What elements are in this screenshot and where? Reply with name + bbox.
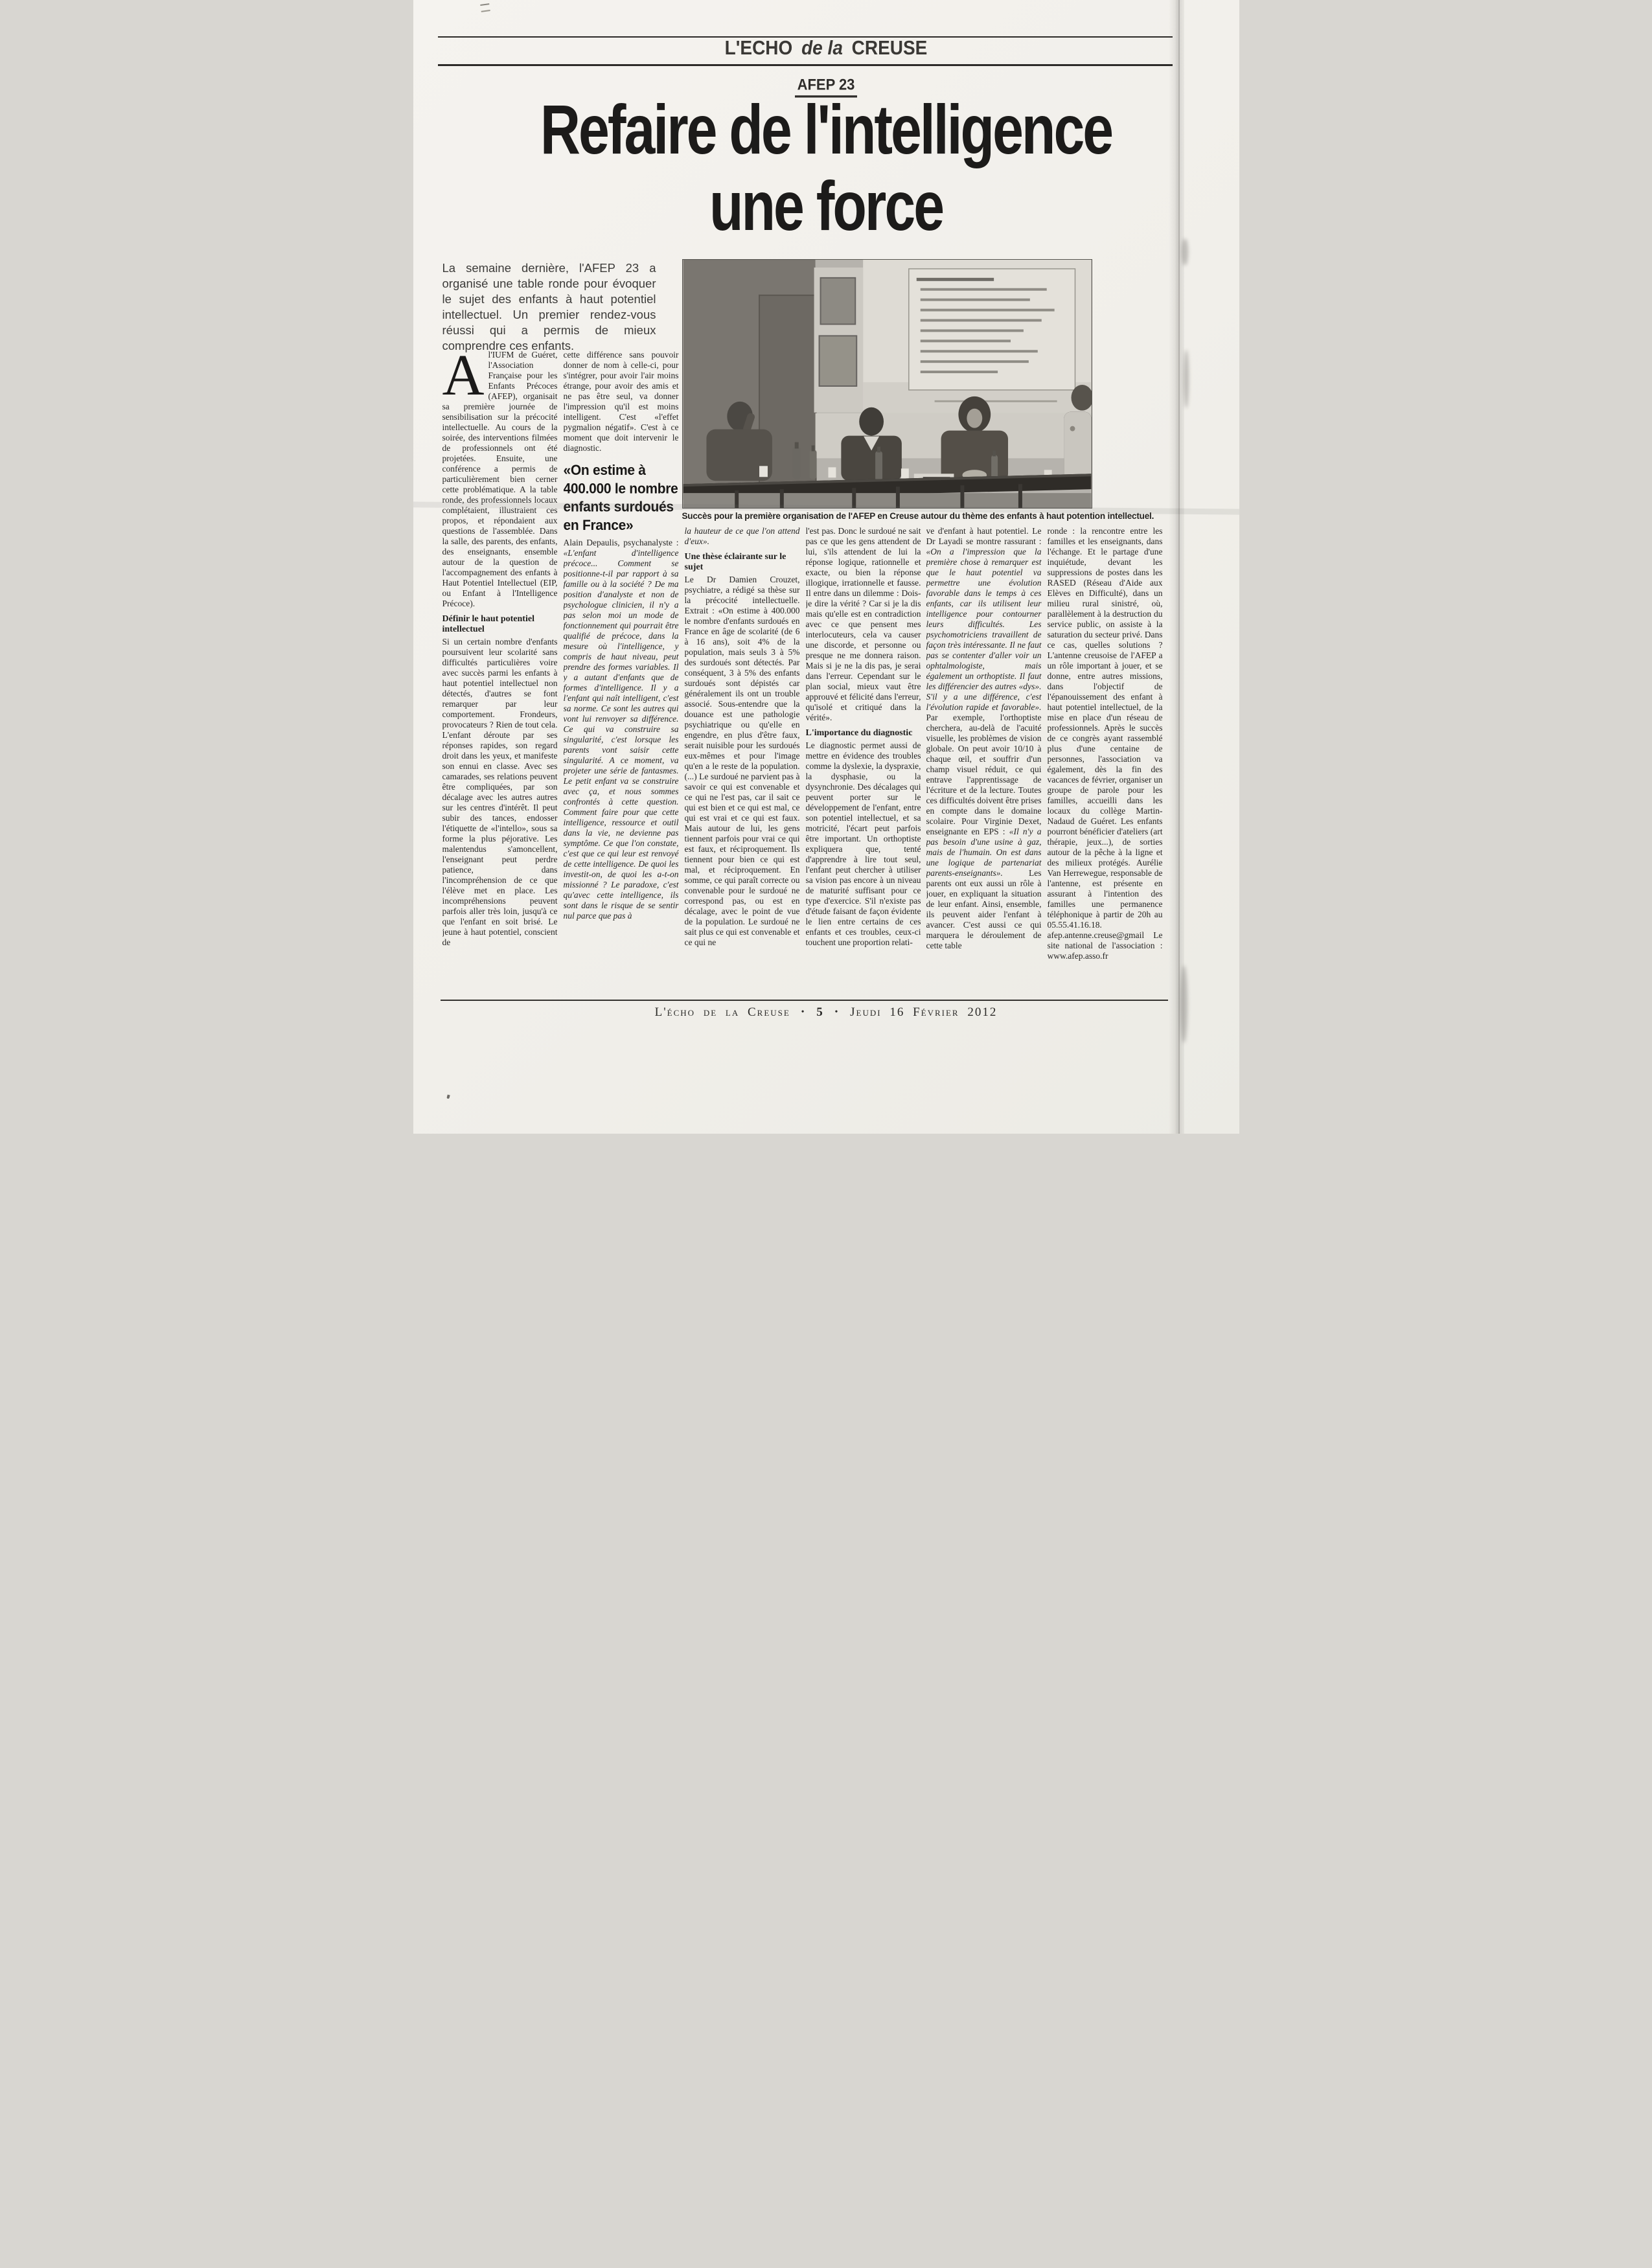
col4-paragraph-2: Le diagnostic permet aussi de mettre en évidence des troubles comme la dyslexie, la dyspraxie, la dysphasie, ou la dysynchronie. Des décalages qui peuvent porter sur le développement de l'enfant, entre son potentiel intellectuel, et sa motricité, l'écart peut parfois être important. Un orthoptiste expliquera que, tenté d'apprendre à lire tout seul, l'enfant peut chercher à utiliser sa vision pas encore à un niveau de maturité suffisant pour ce type d'exercice. S'il n'existe pas d'étude faisant de façon évidente le lien entre certains de ces enfants et ces troubles, ceux-ci touchent une proportion relati- [805,740,921,947]
col1-paragraph-1 [442,350,558,609]
col4-subhead: L'importance du diagnostic [805,728,913,738]
col5-segment-5: Les parents ont eux aussi un rôle à jouer, en expliquant la situation de leur enfant. Ainsi, ensemble, ils peuvent aider l'enfant à avancer. C'est aussi ce qui marquera le déroulement de cette table [926,868,1042,950]
col5-paragraph-1 [926,526,1042,951]
col4-paragraph-1: l'est pas. Donc le surdoué ne sait pas ce que les gens attendent de lui, s'ils attendent de lui la réponse logique, rationnelle et exacte, ou bien la réponse illogique, irrationnelle et fausse. Il entre dans un dilemme : Dois-je dire la vérité ? Car si je la dis mais qu'elle est en contradiction avec ce que pensent mes interlocuteurs, cela va causer une discorde, et personne ou presque ne me donnera raison. Mais si je ne la dis pas, je serai dans l'erreur. Cependant sur le plan social, mieux vaut être approuvé et félicité dans l'erreur, qu'isolé et critiqué dans la vérité». [805,526,921,722]
dust-mark [446,1095,450,1099]
col5-segment-3: Par exemple, l'orthoptiste cherchera, au-delà de l'acuité visuelle, les problèmes de vision globale. On peut avoir 10/10 à chaque œil, et souffrir d'un champ visuel réduit, ce qui entrave l'apprentissage de l'écriture et de la lecture. Toutes ces difficultés doivent être prises en compte dans le domaine scolaire. Pour Virginie Dexet, enseignante en EPS : [926,713,1042,836]
col2-paragraph-1: cette différence sans pouvoir donner de nom à celle-ci, pour s'intégrer, pour avoir l'air moins étrange, pour avoir des amis et ne pas être seul, va donner l'impression qu'il est moins intelligent. C'est «l'effet pygmalion négatif». C'est à ce moment que doit intervenir le diagnostic. [563,350,679,453]
col1-subhead: Définir le haut potentiel intellectuel [442,614,534,634]
headline-line-2: une force [709,167,943,246]
masthead-right: CREUSE [851,36,928,59]
photo-table-ronde [682,259,1092,509]
col3-paragraph-1: Le Dr Damien Crouzet, psychiatre, a rédigé sa thèse sur la précocité intellectuelle. Extrait : «On estime à 400.000 le nombre d'enfants surdoués en France en âge de scolarité (de 6 à 16 ans), soit 4% de la population, mais seuls 3 à 5% des surdoués sont détectés. Par conséquent, 3 à 5% des enfants surdoués sont dépistés car généralement ils ont un trouble associé. Sous-entendre que la douance est une pathologie psychiatrique ou qu'elle en engendre, en plus d'être faux, serait nuisible pour les surdoués eux-mêmes et pour l'image qu'en a le reste de la population. (...) Le surdoué ne parvient pas à savoir ce qui est convenable et ce qui ne l'est pas, car il sait ce qui est bien et ce qui est mal, ce qui est vrai et ce qui est faux. Mais autour de lui, les gens tiennent parfois pour vrai ce qui est faux, et réciproquement. Ils tiennent pour bien ce qui est mal, et réciproquement. En somme, ce qui paraît correcte ou convenable pour le surdoué ne correspond pas, ou est en décalage, avec le point de vue de la population. Le surdoué ne sait plus ce qui est convenable et ce qui ne [684,575,800,947]
col5-segment-1: ve d'enfant à haut potentiel. Le Dr Layadi se montre rassurant : [926,526,1042,546]
masthead-mid: de la [801,36,843,59]
col2-quote-attribution: Alain Depaulis, psychanalyste : [563,538,679,547]
scan-smudge [1180,965,1187,1043]
staple-mark [480,3,490,12]
column-2 [564,350,679,992]
footer-rule [441,1000,1168,1001]
col3-quote-end: la hauteur de ce que l'on attend d'eux». [684,526,800,546]
col5-quote-dexet: «Il n'y a pas besoin d'une usine à gaz, mais de l'humain. On est dans une logique de partenariat parents-enseignants». [926,827,1042,878]
pull-quote: «On estime à 400.000 le nombre enfants surdoués en France» [563,463,678,534]
kicker-label: AFEP 23 [795,75,858,97]
footer [413,1005,1239,1020]
column-6 [1048,526,1163,992]
photo-illustration [683,260,1092,508]
newspaper-scan-page [413,0,1239,1134]
col6-paragraph-1: ronde : la rencontre entre les familles et les enseignants, dans l'échange. Et le partage d'une inquiétude, devant les suppressions de postes dans les RASED (Réseau d'Aide aux Elèves en Difficulté), dans un milieu rural sinistré, où, parallèlement à la destruction du service public, on assiste à la saturation du secteur privé. Dans ce cas, quelles solutions ? L'antenne creusoise de l'AFEP a un rôle important à jouer, et se donne, entre autres missions, dans l'objectif de l'épanouissement des enfant à haut potentiel intellectuel, de la mise en place d'un réseau de professionnels. Après le succès de ce congrès ayant rassemblé plus d'une centaine de personnes, l'association va également, dès la fin des vacances de février, organiser un groupe de parole pour les familles, accueilli dans les locaux du collège Martin-Nadaud de Guéret. Les enfants pourront bénéficier d'ateliers (art thérapie, jeux...), de sorties autour de la pêche à la ligne et des milieux protégés. Aurélie Van Herrewegue, responsable de l'antenne, est présente en assurant à l'intention des familles une permanence téléphonique à partir de 20h au 05.55.41.16.18. afep.antenne.creuse@gmail Le site national de l'association : www.afep.asso.fr [1047,526,1163,961]
footer-bullet-1: • [801,1007,806,1017]
col2-paragraph-2 [564,538,679,921]
footer-date: Jeudi 16 Février 2012 [850,1005,998,1019]
photo-caption: Succès pour la première organisation de l'AFEP en Creuse autour du thème des enfants à haut potention intellectuel. [682,511,1154,521]
dropcap-A: A [442,350,485,407]
col3-subhead: Une thèse éclairante sur le sujet [684,552,786,572]
framed-picture-top [820,278,855,325]
slide-text-block [908,269,1075,402]
headline-line-1: Refaire de l'intelligence [540,91,1112,169]
col1-paragraph-2: Si un certain nombre d'enfants poursuivent leur scolarité sans difficultés particulières voire avec succès parmi les enfants à haut potentiel intellectuel non détectés, d'autres se font remarquer par leur comportement. Frondeurs, provocateurs ? Rien de tout cela. L'enfant déroute par ses réponses rapides, son regard droit dans les yeux, et manifeste son ennui en classe. Avec ses camarades, ses relations peuvent être compliquées, par son décalage avec les autres autres sur les centres d'intérêt. Il peut subir des tances, endosser l'étiquette de «l'intello», sous sa forme la plus péjorative. Les malentendus s'amoncellent, l'enseignant peut perdre patience, dans l'incompréhension de ce que l'élève met en place. Les incompréhensions peuvent parfois aller très loin, jusqu'à ce que l'enfant en soit brisé. Le jeune à haut potentiel, conscient de [442,637,558,947]
col5-quote-layadi: «On a l'impression que la première chose à remarquer est que le haut potentiel va permettre une évolution favorable dans le temps à ces enfants, car ils utilisent leur intelligence pour contourner leurs difficultés. Les psychomotriciens travaillent de façon très intéressante. Il ne faut pas se contenter d'aller voir un ophtalmologiste, mais également un orthoptiste. Il faut les différencier des autres «dys». S'il y a une différence, c'est l'évolution rapide et favorable». [926,547,1042,712]
masthead [413,36,1239,59]
column-4 [806,526,921,992]
footer-page-number: 5 [816,1005,824,1019]
scan-smudge [1184,350,1189,408]
column-5 [926,526,1042,992]
footer-paper-name: L'écho de la Creuse [654,1005,790,1019]
masthead-left: L'ECHO [724,36,793,59]
column-3 [685,526,800,992]
col1-paragraph-1-text: l'IUFM de Guéret, l'Association Française pour les Enfants Précoces (AFEP), organisait sa première journée de sensibilisation sur la précocité intellectuelle. Au cours de la soirée, des interventions filmées de professionnels ont été projetées. Ensuite, une conférence a permis de particulièrement bien cerner cette problématique. A la table ronde, des professionnels locaux complétaient, illustraient ces propos, et répondaient aux questions de l'assemblée. Dans la salle, des parents, des enfants, des enseignants, ensemble autour de la question de l'accompagnement des enfants à Haut Potentiel Intellectuel (EIP, ou Enfant à l'Intelligence Précoce). [442,350,558,608]
framed-picture-bottom [819,336,856,386]
standfirst: La semaine dernière, l'AFEP 23 a organisé une table ronde pour évoquer le sujet des enfants à haut potentiel intellectuel. Un premier rendez-vous réussi qui a permis de mieux comprendre ces enfants. [442,261,656,352]
footer-bullet-2: • [834,1007,840,1017]
col2-quote-text: «L'enfant d'intelligence précoce... Comment se positionne-t-il par rapport à sa famille ou à la société ? De ma position d'analyste et non de psychologue clinicien, il n'y a pas selon moi un mode de fonctionnement qui pourrait être qualifié de précoce, dans la mesure où l'intelligence, y compris de haut niveau, peut prendre des formes variables. Il y a autant d'enfants que de formes d'intelligence. Il y a l'enfant qui naît intelligent, c'est sa norme. Ce sont les autres qui vont lui renvoyer sa différence. Ce qui va construire sa singularité, c'est lorsque les parents vont saisir cette singularité. A ce moment, va projeter une série de fantasmes. Le petit enfant va se construire avec ça, et nous sommes confrontés à cette question. Comment faire pour que cette intelligence, ressource et outil dans la vie, ne devienne pas symptôme. Ce que l'on constate, c'est que ce qui leur est renvoyé de cette intelligence. De quoi les investit-on, de quoi les a-t-on missionné ? Le paradoxe, c'est qu'avec cette intelligence, ils sont dans le risque de se sentir nul parce que pas à [563,548,679,921]
column-1 [442,350,558,992]
masthead-rule-bottom [438,64,1173,66]
